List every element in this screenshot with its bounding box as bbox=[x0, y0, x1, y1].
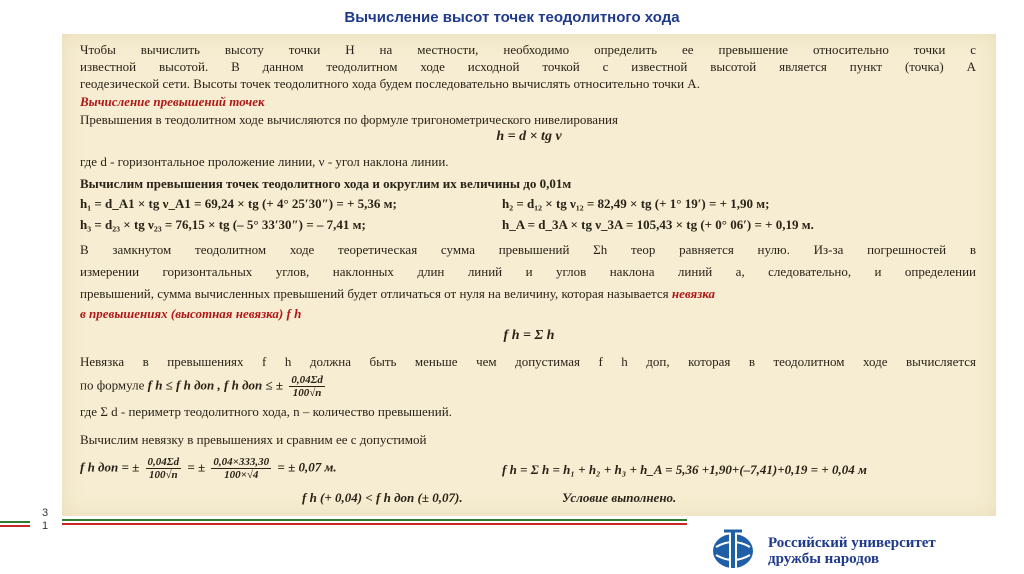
paragraph-text: превышений, сумма вычисленных превышений будет отличаться от нуля на величину, которая называется bbox=[80, 286, 669, 301]
paragraph-line: Вычислим невязку в превышениях и сравним ее с допустимой bbox=[80, 432, 427, 447]
fraction bbox=[146, 456, 182, 481]
misclosure-calc: f h = Σ h = h₁ + h₂ + h₃ + h_A = 5,36 +1,90+(–7,41)+0,19 = + 0,04 м bbox=[502, 462, 867, 477]
footer-stripe bbox=[0, 525, 30, 527]
section-heading: Вычисление превышений точек bbox=[80, 94, 265, 109]
formula-inline: f h ≤ f h доп , f h доп ≤ ± bbox=[147, 377, 284, 393]
calc-text: = ± 0,07 м. bbox=[277, 459, 337, 475]
final-comparison: f h (+ 0,04) < f h доп (± 0,07). bbox=[302, 490, 463, 505]
height-calc-h3: h₃ = d₂₃ × tg ν₂₃ = 76,15 × tg (– 5° 33′30″) = – 7,41 м; bbox=[80, 217, 366, 232]
footer-stripe bbox=[62, 519, 687, 521]
fraction-numerator: 0,04Σd bbox=[291, 374, 323, 386]
paragraph-text: по формуле bbox=[80, 377, 145, 393]
paragraph-line: В замкнутом теодолитном ходе теоретическая сумма превышений Σh теор равняется нулю. Из-за погрешностей в bbox=[80, 242, 976, 257]
formula-fh: f h = Σ h bbox=[503, 328, 555, 343]
highlight-term: в превышениях (высотная невязка) f h bbox=[80, 306, 302, 321]
fraction-denominator: 100√n bbox=[292, 387, 322, 399]
formula-main: h = d × tg ν bbox=[496, 129, 562, 144]
content-panel bbox=[62, 34, 996, 516]
paragraph-line: геодезической сети. Высоты точек теодолитного хода будем последовательно вычислять относительно точки A. bbox=[80, 76, 700, 91]
fraction-denominator: 100√n bbox=[148, 469, 178, 481]
university-logo bbox=[708, 527, 758, 571]
highlight-term: невязка bbox=[671, 286, 716, 301]
paragraph-line bbox=[80, 374, 328, 399]
height-calc-h2: h₂ = d₁₂ × tg ν₁₂ = 82,49 × tg (+ 1° 19′) = + 1,90 м; bbox=[502, 196, 770, 211]
height-calc-h1: h₁ = d_A1 × tg ν_A1 = 69,24 × tg (+ 4° 25′30″) = + 5,36 м; bbox=[80, 196, 397, 211]
paragraph-line: известной высотой. В данном теодолитном ходе исходной точкой с известной высотой является пункт (точка) A bbox=[80, 59, 976, 74]
paragraph-line: измерении горизонтальных углов, наклонных длин линий и углов наклона линий а, следовательно, и определении bbox=[80, 264, 976, 279]
footer-stripe bbox=[62, 523, 687, 525]
university-name-line: дружбы народов bbox=[768, 551, 880, 567]
calc-text: = ± bbox=[187, 459, 206, 475]
page-number-digit: 1 bbox=[42, 520, 49, 532]
fraction-numerator: 0,04Σd bbox=[147, 456, 180, 468]
fraction-denominator: 100×√4 bbox=[224, 469, 259, 481]
paragraph-line: где Σ d - периметр теодолитного хода, n – количество превышений. bbox=[80, 404, 452, 419]
paragraph-line: Превышения в теодолитном ходе вычисляются по формуле тригонометрического нивелирования bbox=[80, 112, 618, 127]
university-name-line: Российский университет bbox=[768, 535, 936, 551]
condition-met: Условие выполнено. bbox=[562, 490, 677, 505]
university-name bbox=[768, 535, 936, 567]
height-calc-hA: h_A = d_3A × tg ν_3A = 105,43 × tg (+ 0° 06′) = + 0,19 м. bbox=[502, 217, 814, 232]
paragraph-line: Вычислим превышения точек теодолитного хода и округлим их величины до 0,01м bbox=[80, 176, 572, 191]
fraction bbox=[211, 456, 271, 481]
paragraph-line bbox=[80, 286, 715, 301]
footer-stripe bbox=[0, 521, 30, 523]
fraction-numerator: 0,04×333,30 bbox=[213, 456, 270, 468]
calc-text: f h доп = ± bbox=[80, 459, 140, 475]
page-number bbox=[42, 507, 48, 533]
slide-title: Вычисление высот точек теодолитного хода bbox=[344, 9, 680, 26]
paragraph-line: Невязка в превышениях f h должна быть меньше чем допустимая f h доп, которая в теодолитном ходе вычисляется bbox=[80, 354, 976, 369]
tolerance-calc bbox=[80, 456, 337, 481]
paragraph-line: где d - горизонтальное проложение линии, ν - угол наклона линии. bbox=[80, 154, 449, 169]
fraction bbox=[289, 374, 325, 399]
paragraph-line: Чтобы вычислить высоту точки H на местности, необходимо определить ее превышение относительно точки с bbox=[80, 42, 976, 57]
page-number-digit: 3 bbox=[42, 507, 49, 519]
